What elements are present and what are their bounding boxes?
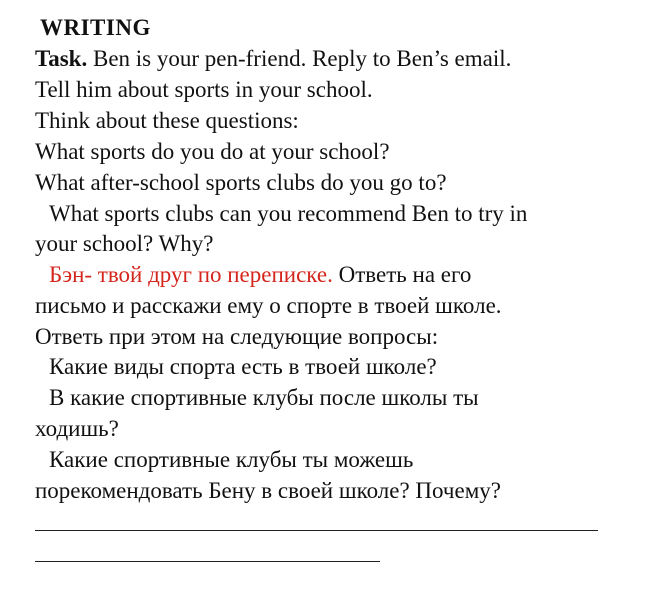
answer-line [35, 561, 380, 562]
russian-question-line: порекомендовать Бену в своей школе? Почему? [35, 478, 501, 503]
russian-line [49, 260, 471, 290]
instruction-line: Think about these questions: [35, 108, 299, 133]
russian-text: Ответь на его [332, 262, 472, 287]
russian-question-line: Какие спортивные клубы ты можешь [49, 447, 414, 472]
answer-line [35, 530, 598, 531]
russian-question-line: В какие спортивные клубы после школы ты [49, 385, 479, 410]
russian-line: письмо и расскажи ему о спорте в твоей школе. [35, 293, 502, 318]
question-line: What after-school sports clubs do you go to? [35, 170, 447, 195]
question-line: What sports do you do at your school? [35, 139, 390, 164]
russian-question-line: Какие виды спорта есть в твоей школе? [49, 354, 437, 379]
question-line: your school? Why? [35, 231, 214, 256]
task-text: Ben is your pen-friend. Reply to Ben’s email. [87, 46, 512, 71]
highlighted-text: Бэн- твой друг по переписке. [49, 262, 333, 287]
instruction-line: Tell him about sports in your school. [35, 77, 373, 102]
russian-line: Ответь при этом на следующие вопросы: [35, 324, 439, 349]
task-line [35, 44, 511, 74]
russian-question-line: ходишь? [35, 416, 119, 441]
section-heading: WRITING [40, 15, 151, 40]
task-label: Task. [35, 46, 88, 71]
question-line: What sports clubs can you recommend Ben to try in [49, 201, 528, 226]
